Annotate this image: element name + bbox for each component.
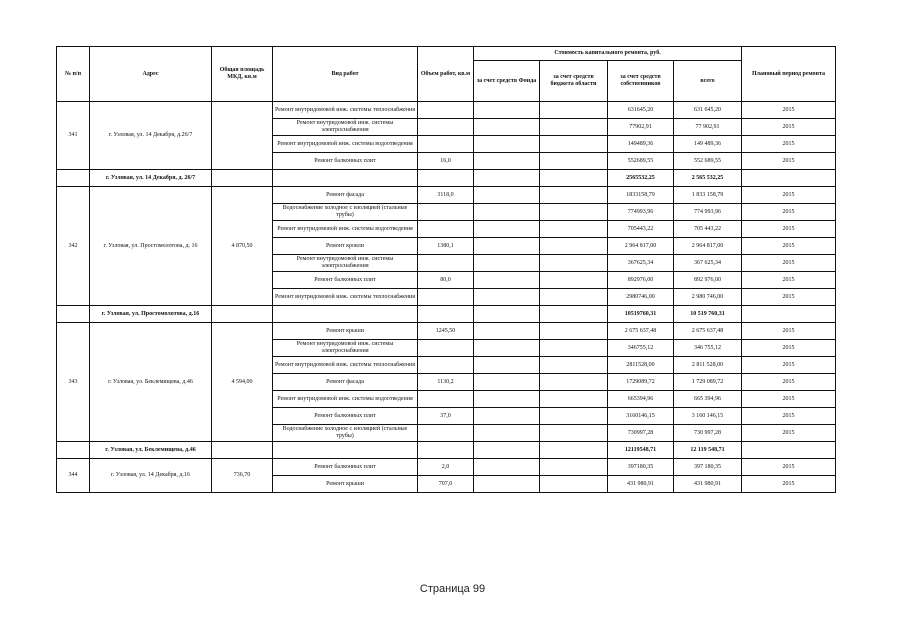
- fund-cell: [474, 357, 540, 374]
- total-cell: 77 902,91: [674, 119, 742, 136]
- volume-cell: 80,0: [418, 272, 474, 289]
- header-period: Плановый период ремонта: [742, 47, 836, 102]
- region-cell: [540, 476, 608, 493]
- subtotal-work-cell: [273, 170, 418, 187]
- owners-cell: 665394,96: [608, 391, 674, 408]
- fund-cell: [474, 476, 540, 493]
- fund-cell: [474, 255, 540, 272]
- subtotal-num-cell: [57, 442, 90, 459]
- owners-cell: 631645,20: [608, 102, 674, 119]
- period-cell: 2015: [742, 238, 836, 255]
- work-type-cell: Ремонт кровли: [273, 238, 418, 255]
- volume-cell: [418, 119, 474, 136]
- subtotal-fund-cell: [474, 170, 540, 187]
- period-cell: 2015: [742, 459, 836, 476]
- period-cell: 2015: [742, 408, 836, 425]
- fund-cell: [474, 272, 540, 289]
- work-type-cell: Ремонт внутридомовой инж. системы теплоснабжения: [273, 289, 418, 306]
- subtotal-owners-cell: 2565532,25: [608, 170, 674, 187]
- period-cell: 2015: [742, 476, 836, 493]
- subtotal-row: [57, 306, 836, 323]
- work-type-cell: Ремонт внутридомовой инж. системы электроснабжения: [273, 340, 418, 357]
- subtotal-total-cell: 2 565 532,25: [674, 170, 742, 187]
- table-row: [57, 102, 836, 119]
- fund-cell: [474, 323, 540, 340]
- header-num: № п/п: [57, 47, 90, 102]
- volume-cell: [418, 289, 474, 306]
- volume-cell: [418, 391, 474, 408]
- volume-cell: [418, 221, 474, 238]
- subtotal-period-cell: [742, 170, 836, 187]
- fund-cell: [474, 289, 540, 306]
- region-cell: [540, 204, 608, 221]
- volume-cell: [418, 255, 474, 272]
- address-cell: г. Узловая, ул. Беклемищева, д.46: [90, 323, 212, 442]
- region-cell: [540, 408, 608, 425]
- subtotal-area-cell: [212, 442, 273, 459]
- total-cell: 149 489,36: [674, 136, 742, 153]
- fund-cell: [474, 136, 540, 153]
- subtotal-label-cell: г. Узловая, ул. Беклемищева, д.46: [90, 442, 212, 459]
- period-cell: 2015: [742, 187, 836, 204]
- subtotal-total-cell: 12 119 548,71: [674, 442, 742, 459]
- volume-cell: 1130,2: [418, 374, 474, 391]
- region-cell: [540, 255, 608, 272]
- period-cell: 2015: [742, 272, 836, 289]
- subtotal-fund-cell: [474, 442, 540, 459]
- owners-cell: 397180,35: [608, 459, 674, 476]
- period-cell: 2015: [742, 357, 836, 374]
- owners-cell: 730997,28: [608, 425, 674, 442]
- period-cell: 2015: [742, 255, 836, 272]
- owners-cell: 1729089,72: [608, 374, 674, 391]
- row-num-cell: 344: [57, 459, 90, 493]
- total-cell: 552 689,55: [674, 153, 742, 170]
- header-cost-group: Стоимость капитального ремонта, руб.: [474, 47, 742, 61]
- owners-cell: 3160146,15: [608, 408, 674, 425]
- work-type-cell: Ремонт балконных плит: [273, 459, 418, 476]
- work-type-cell: Ремонт балконных плит: [273, 153, 418, 170]
- work-type-cell: Ремонт внутридомовой инж. системы электроснабжения: [273, 119, 418, 136]
- volume-cell: [418, 204, 474, 221]
- row-num-cell: 342: [57, 187, 90, 306]
- region-cell: [540, 187, 608, 204]
- table-row: [57, 187, 836, 204]
- owners-cell: 2 675 637,48: [608, 323, 674, 340]
- fund-cell: [474, 221, 540, 238]
- work-type-cell: Ремонт фасада: [273, 374, 418, 391]
- header-fund: за счет средств Фонда: [474, 61, 540, 102]
- subtotal-fund-cell: [474, 306, 540, 323]
- region-cell: [540, 119, 608, 136]
- fund-cell: [474, 187, 540, 204]
- owners-cell: 2 964 817,00: [608, 238, 674, 255]
- subtotal-region-cell: [540, 170, 608, 187]
- region-cell: [540, 374, 608, 391]
- fund-cell: [474, 102, 540, 119]
- fund-cell: [474, 374, 540, 391]
- subtotal-volume-cell: [418, 170, 474, 187]
- owners-cell: 2811528,00: [608, 357, 674, 374]
- header-region: за счет средств бюджета области: [540, 61, 608, 102]
- work-type-cell: Ремонт внутридомовой инж. системы водоотведения: [273, 136, 418, 153]
- owners-cell: 346755,12: [608, 340, 674, 357]
- volume-cell: [418, 425, 474, 442]
- period-cell: 2015: [742, 374, 836, 391]
- period-cell: 2015: [742, 221, 836, 238]
- region-cell: [540, 357, 608, 374]
- period-cell: 2015: [742, 102, 836, 119]
- subtotal-work-cell: [273, 442, 418, 459]
- owners-cell: 1833158,79: [608, 187, 674, 204]
- page-number: Страница 99: [419, 583, 486, 595]
- total-cell: 2 964 817,00: [674, 238, 742, 255]
- subtotal-label-cell: г. Узловая, ул. Простомолотова, д.16: [90, 306, 212, 323]
- owners-cell: 892976,00: [608, 272, 674, 289]
- region-cell: [540, 340, 608, 357]
- owners-cell: 2980746,00: [608, 289, 674, 306]
- region-cell: [540, 459, 608, 476]
- total-cell: 397 180,35: [674, 459, 742, 476]
- fund-cell: [474, 408, 540, 425]
- fund-cell: [474, 153, 540, 170]
- fund-cell: [474, 391, 540, 408]
- region-cell: [540, 153, 608, 170]
- subtotal-area-cell: [212, 306, 273, 323]
- work-type-cell: Ремонт внутридомовой инж. системы водоотведения: [273, 221, 418, 238]
- volume-cell: 3118,0: [418, 187, 474, 204]
- header-address: Адрес: [90, 47, 212, 102]
- period-cell: 2015: [742, 119, 836, 136]
- table-body: [57, 102, 836, 493]
- owners-cell: 705443,22: [608, 221, 674, 238]
- subtotal-row: [57, 170, 836, 187]
- total-cell: 631 645,20: [674, 102, 742, 119]
- table-row: [57, 323, 836, 340]
- work-type-cell: Ремонт крыши: [273, 476, 418, 493]
- subtotal-volume-cell: [418, 442, 474, 459]
- region-cell: [540, 391, 608, 408]
- total-cell: 2 675 637,48: [674, 323, 742, 340]
- owners-cell: 77902,91: [608, 119, 674, 136]
- total-cell: 431 980,91: [674, 476, 742, 493]
- work-type-cell: Ремонт внутридомовой инж. системы теплоснабжения: [273, 357, 418, 374]
- owners-cell: 774993,96: [608, 204, 674, 221]
- row-num-cell: 341: [57, 102, 90, 170]
- period-cell: 2015: [742, 323, 836, 340]
- fund-cell: [474, 459, 540, 476]
- subtotal-area-cell: [212, 170, 273, 187]
- period-cell: 2015: [742, 425, 836, 442]
- total-cell: 892 976,00: [674, 272, 742, 289]
- owners-cell: 367625,34: [608, 255, 674, 272]
- subtotal-region-cell: [540, 442, 608, 459]
- fund-cell: [474, 340, 540, 357]
- total-cell: 1 833 158,79: [674, 187, 742, 204]
- work-type-cell: Ремонт внутридомовой инж. системы теплоснабжения: [273, 102, 418, 119]
- region-cell: [540, 221, 608, 238]
- work-type-cell: Ремонт внутридомовой инж. системы водоотведения: [273, 391, 418, 408]
- region-cell: [540, 289, 608, 306]
- work-type-cell: Водоснабжение холодное с изоляцией (стальные трубы): [273, 425, 418, 442]
- subtotal-work-cell: [273, 306, 418, 323]
- owners-cell: 552689,55: [608, 153, 674, 170]
- area-cell: 4 870,50: [212, 187, 273, 306]
- total-cell: 346 755,12: [674, 340, 742, 357]
- subtotal-total-cell: 10 519 760,31: [674, 306, 742, 323]
- fund-cell: [474, 425, 540, 442]
- address-cell: г. Узловая, ул. 14 Декабря, д.26/7: [90, 102, 212, 170]
- header-volume: Объем работ, кв.м: [418, 47, 474, 102]
- period-cell: 2015: [742, 289, 836, 306]
- subtotal-period-cell: [742, 306, 836, 323]
- work-type-cell: Ремонт фасада: [273, 187, 418, 204]
- subtotal-period-cell: [742, 442, 836, 459]
- total-cell: 1 729 089,72: [674, 374, 742, 391]
- volume-cell: 2,0: [418, 459, 474, 476]
- period-cell: 2015: [742, 136, 836, 153]
- row-num-cell: 343: [57, 323, 90, 442]
- work-type-cell: Водоснабжение холодное с изоляцией (стальные трубы): [273, 204, 418, 221]
- area-cell: 4 594,00: [212, 323, 273, 442]
- work-type-cell: Ремонт крыши: [273, 323, 418, 340]
- total-cell: 2 980 746,00: [674, 289, 742, 306]
- volume-cell: [418, 340, 474, 357]
- header-work-type: Вид работ: [273, 47, 418, 102]
- total-cell: 774 993,96: [674, 204, 742, 221]
- volume-cell: 1245,50: [418, 323, 474, 340]
- fund-cell: [474, 119, 540, 136]
- total-cell: 3 160 146,15: [674, 408, 742, 425]
- period-cell: 2015: [742, 340, 836, 357]
- volume-cell: [418, 357, 474, 374]
- volume-cell: 1380,1: [418, 238, 474, 255]
- total-cell: 367 625,34: [674, 255, 742, 272]
- address-cell: г. Узловая, ул. 14 Декабря, д.16: [90, 459, 212, 493]
- subtotal-row: [57, 442, 836, 459]
- region-cell: [540, 323, 608, 340]
- period-cell: 2015: [742, 204, 836, 221]
- work-type-cell: Ремонт балконных плит: [273, 408, 418, 425]
- region-cell: [540, 425, 608, 442]
- total-cell: 2 811 528,00: [674, 357, 742, 374]
- subtotal-owners-cell: 10519760,31: [608, 306, 674, 323]
- subtotal-num-cell: [57, 170, 90, 187]
- total-cell: 730 997,28: [674, 425, 742, 442]
- region-cell: [540, 238, 608, 255]
- header-area: Общая площадь МКД, кв.м: [212, 47, 273, 102]
- area-cell: [212, 102, 273, 170]
- subtotal-region-cell: [540, 306, 608, 323]
- subtotal-label-cell: г. Узловая, ул. 14 Декабря, д. 26/7: [90, 170, 212, 187]
- fund-cell: [474, 204, 540, 221]
- capital-repair-table: [56, 46, 836, 493]
- work-type-cell: Ремонт внутридомовой инж. системы электроснабжения: [273, 255, 418, 272]
- volume-cell: [418, 102, 474, 119]
- total-cell: 705 443,22: [674, 221, 742, 238]
- region-cell: [540, 272, 608, 289]
- fund-cell: [474, 238, 540, 255]
- volume-cell: 707,0: [418, 476, 474, 493]
- subtotal-volume-cell: [418, 306, 474, 323]
- period-cell: 2015: [742, 391, 836, 408]
- work-type-cell: Ремонт балконных плит: [273, 272, 418, 289]
- area-cell: 736,70: [212, 459, 273, 493]
- volume-cell: 16,0: [418, 153, 474, 170]
- volume-cell: 37,0: [418, 408, 474, 425]
- owners-cell: 149489,36: [608, 136, 674, 153]
- header-total: всего: [674, 61, 742, 102]
- volume-cell: [418, 136, 474, 153]
- region-cell: [540, 136, 608, 153]
- header-owners: за счет средств собственников: [608, 61, 674, 102]
- region-cell: [540, 102, 608, 119]
- address-cell: г. Узловая, ул. Простомолотова, д. 16: [90, 187, 212, 306]
- total-cell: 665 394,96: [674, 391, 742, 408]
- table-row: [57, 459, 836, 476]
- subtotal-owners-cell: 12119548,71: [608, 442, 674, 459]
- subtotal-num-cell: [57, 306, 90, 323]
- period-cell: 2015: [742, 153, 836, 170]
- owners-cell: 431 980,91: [608, 476, 674, 493]
